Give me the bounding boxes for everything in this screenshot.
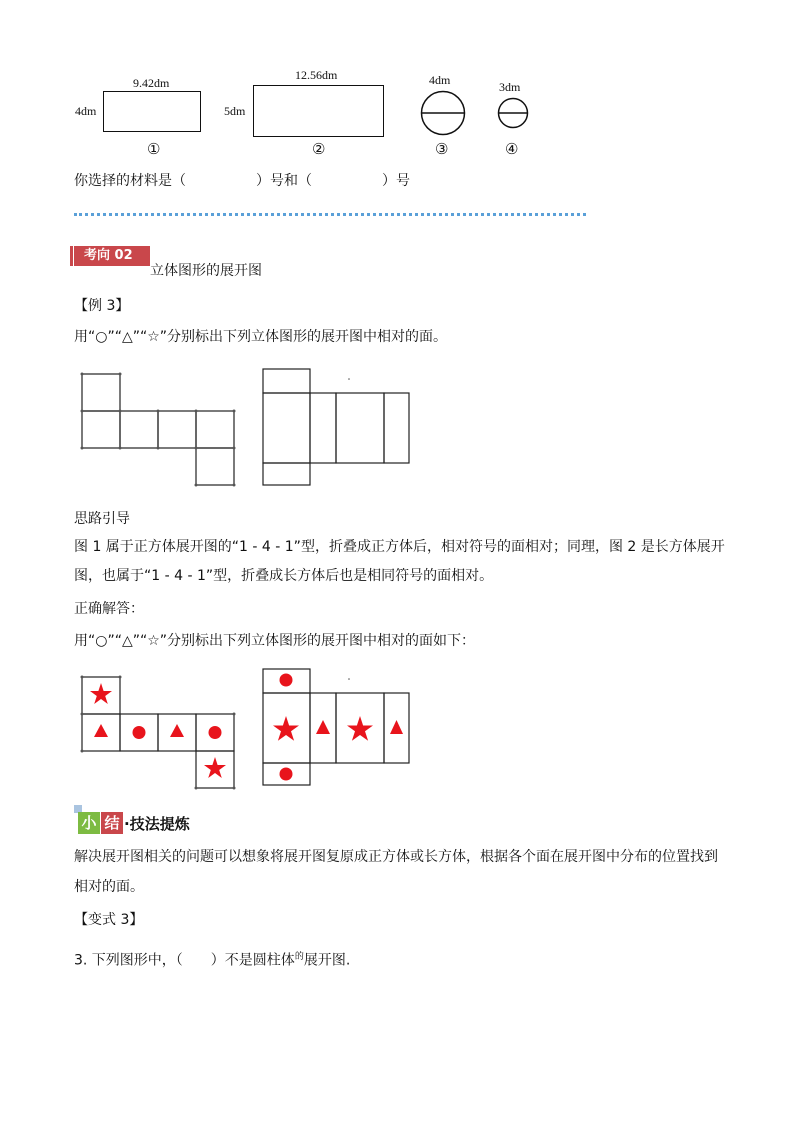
circle1-number: ③	[435, 142, 449, 158]
circle-symbol	[209, 726, 222, 739]
circle2-diameter-label: 3dm	[499, 80, 521, 94]
triangle-symbol	[170, 724, 184, 737]
hint-text-line2: 图，也属于“1 - 4 - 1”型，折叠成长方体后也是相同符号的面相对。	[74, 568, 494, 584]
cuboid-net-empty	[262, 368, 412, 488]
triangle-symbol	[94, 724, 108, 737]
summary-char2: 结	[101, 812, 123, 834]
section-tag: 考向 02	[74, 246, 150, 266]
rect1-height-label: 4dm	[75, 104, 97, 118]
circle2-number: ④	[505, 142, 519, 158]
triangle-symbol	[316, 720, 330, 734]
star-symbol	[90, 683, 112, 704]
rect1-number: ①	[147, 142, 161, 158]
cube-net-answer	[80, 675, 240, 795]
triangle-symbol	[390, 720, 403, 734]
rect2-height-label: 5dm	[224, 104, 246, 118]
circle-symbol	[280, 768, 293, 781]
variant-question-prefix: 3. 下列图形中，（ ）不是圆柱体	[74, 952, 295, 969]
hint-title: 思路引导	[74, 511, 130, 527]
circle1-diameter-label: 4dm	[429, 73, 451, 87]
cuboid-net-answer	[262, 668, 412, 788]
star-symbol	[204, 757, 226, 778]
answer-line: 你选择的材料是（ ）号和（ ）号	[74, 173, 410, 189]
variant-question	[74, 948, 350, 970]
rect2-number: ②	[312, 142, 326, 158]
answer-title: 正确解答：	[74, 601, 144, 617]
answer-text: 用“○”“△”“☆”分别标出下列立体图形的展开图中相对的面如下：	[74, 633, 476, 649]
variant-label: 【变式 3】	[74, 912, 144, 928]
variant-question-suffix: 展开图.	[303, 952, 351, 969]
circle2-shape	[497, 97, 529, 129]
summary-title: ·技法提炼	[124, 815, 190, 833]
section-title: 立体图形的展开图	[150, 263, 262, 279]
cube-net-empty	[80, 372, 240, 492]
rect2-shape	[253, 85, 384, 137]
variant-question-sup: 的	[294, 952, 304, 962]
section-divider	[74, 213, 586, 216]
circle-symbol	[133, 726, 146, 739]
circle-symbol	[280, 674, 293, 687]
summary-char1: 小	[78, 812, 100, 834]
star-symbol	[347, 716, 373, 741]
hint-text-line1: 图 1 属于正方体展开图的“1 - 4 - 1”型，折叠成正方体后，相对符号的面相对；同理，图 2 是长方体展开	[74, 539, 725, 555]
summary-text-line2: 相对的面。	[74, 879, 144, 895]
rect1-shape	[103, 91, 201, 132]
example-question: 用“○”“△”“☆”分别标出下列立体图形的展开图中相对的面。	[74, 329, 448, 345]
rect1-width-label: 9.42dm	[133, 76, 170, 90]
star-symbol	[273, 716, 299, 741]
summary-text-line1: 解决展开图相关的问题可以想象将展开图复原成正方体或长方体，根据各个面在展开图中分布的位置找到	[74, 849, 718, 865]
rect2-width-label: 12.56dm	[295, 68, 338, 82]
example-label: 【例 3】	[74, 298, 130, 314]
circle1-shape	[420, 90, 466, 136]
